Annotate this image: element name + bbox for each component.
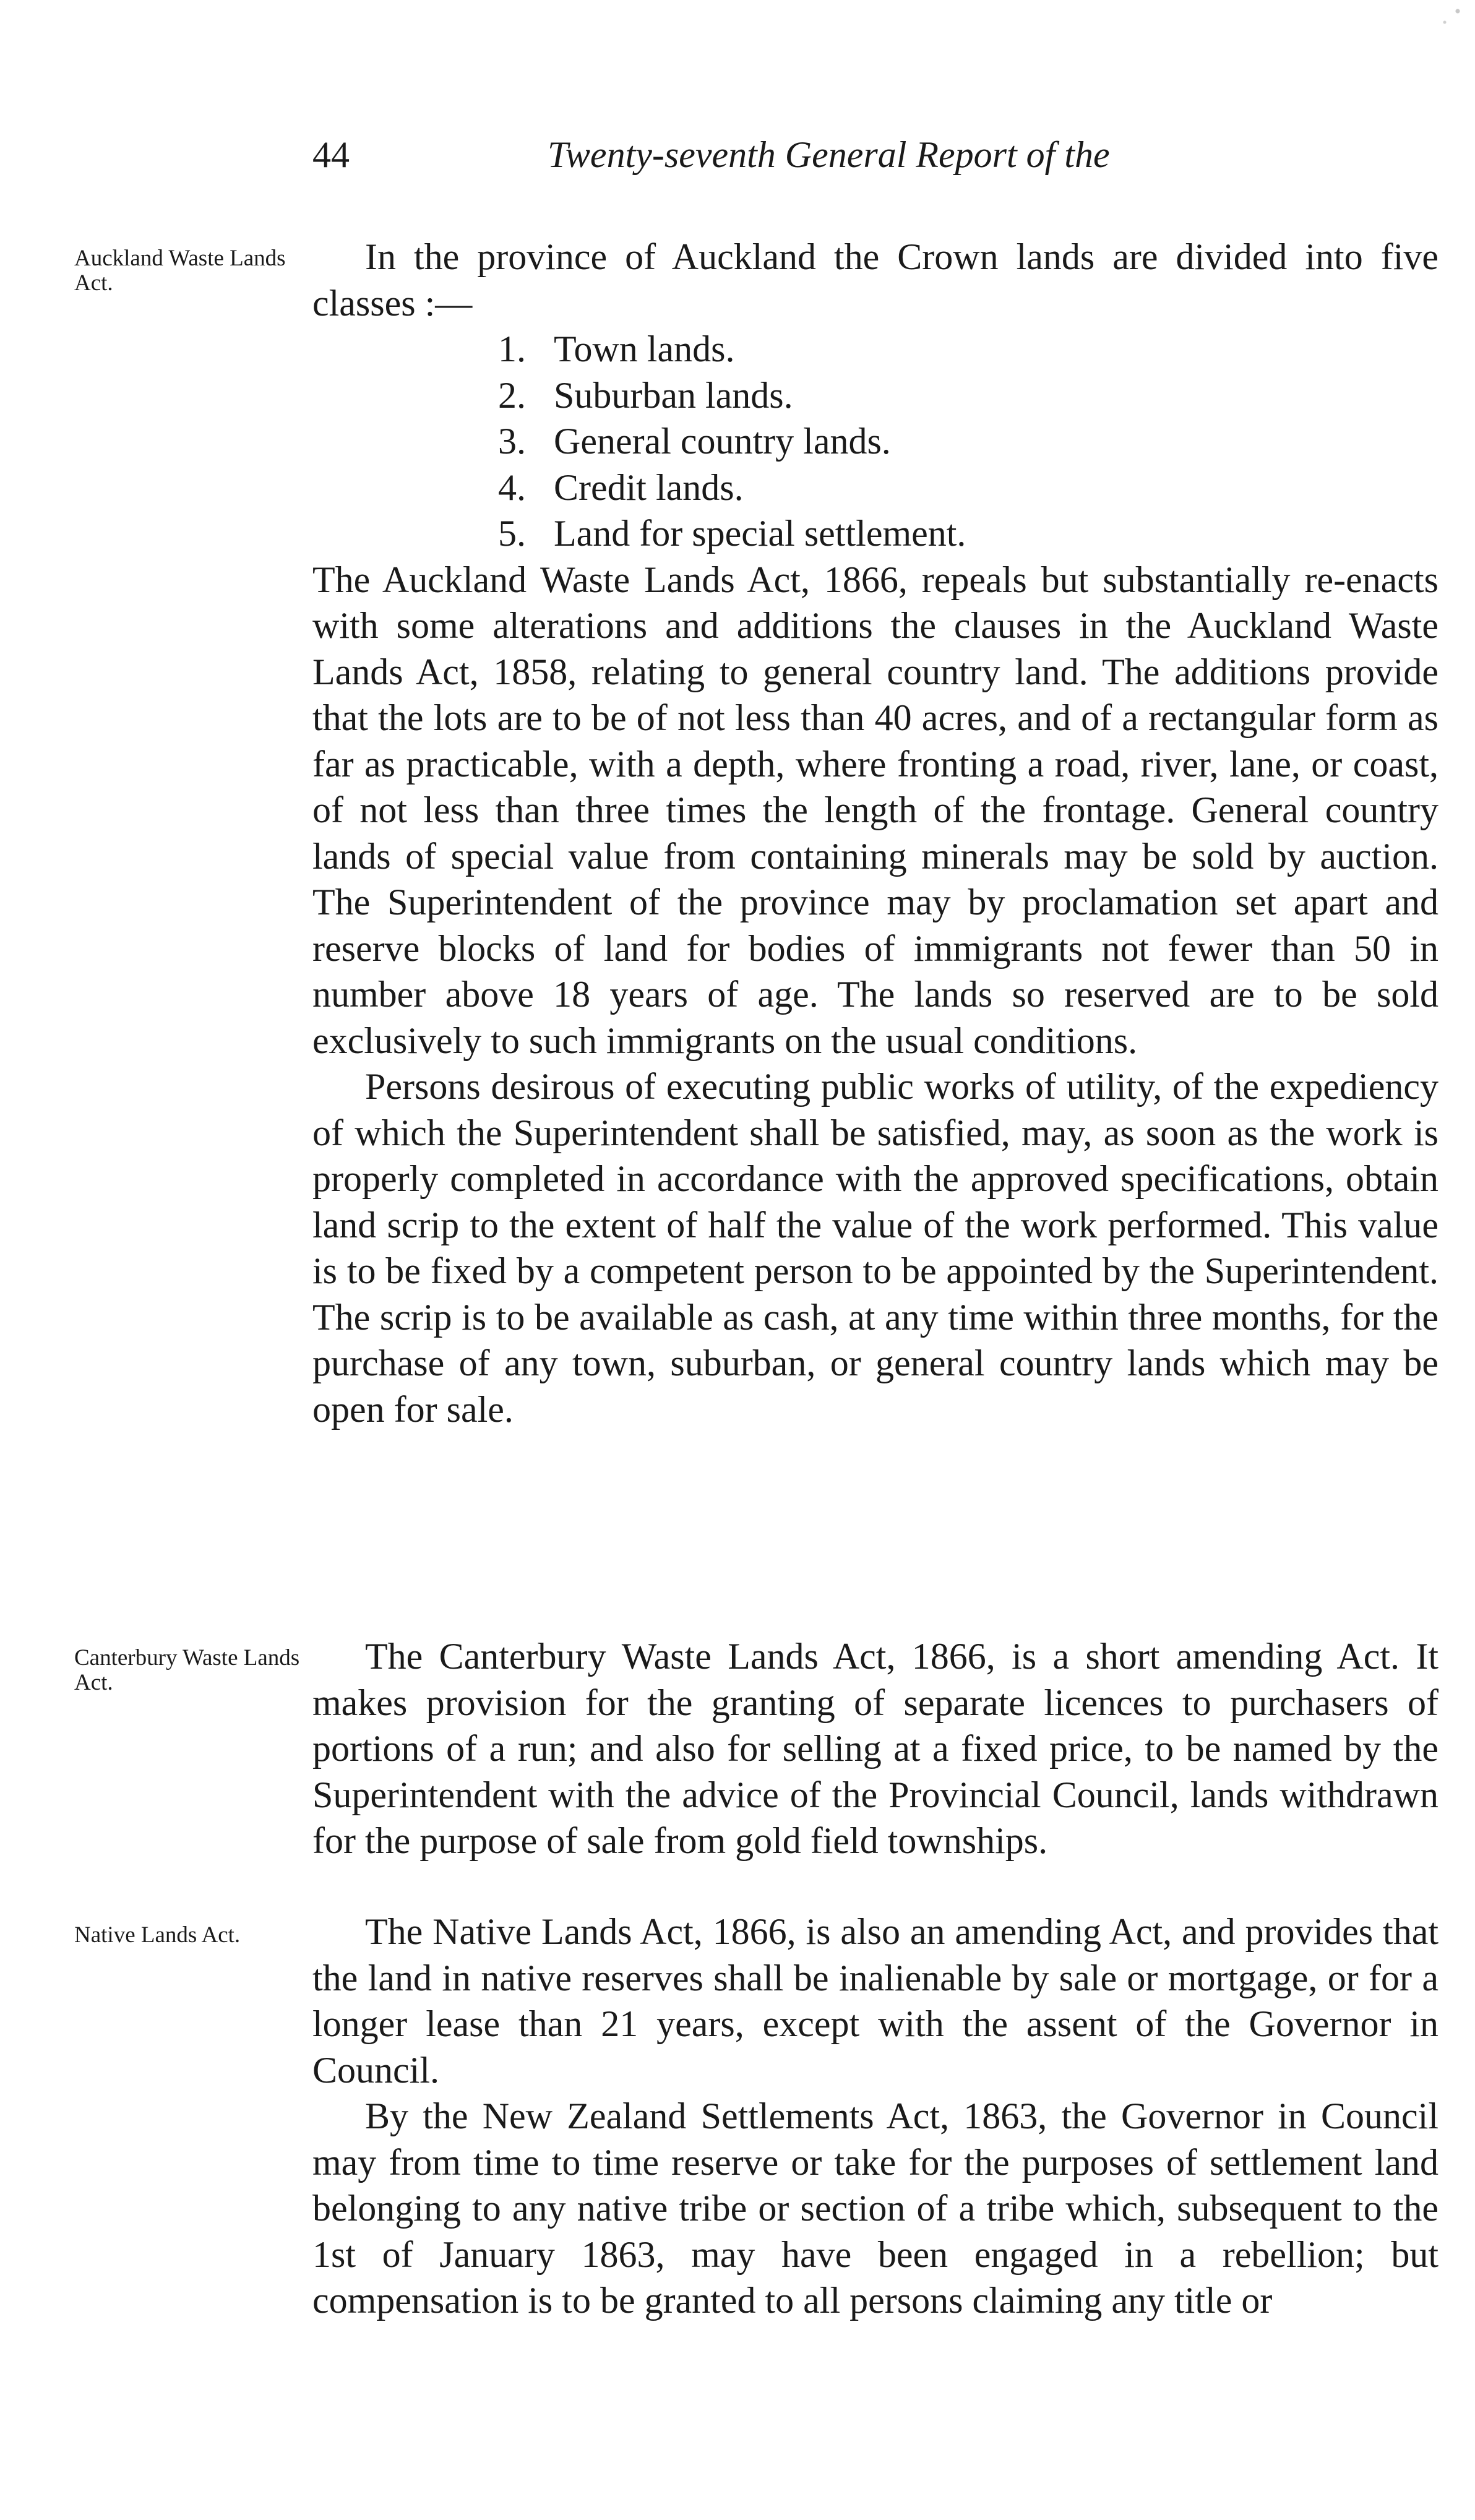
auckland-act-paragraph: The Auckland Waste Lands Act, 1866, repeals but substantially re-enacts with some alterations and additions the clauses in the Auckland Waste Lands Act, 1858, relating to general country land. The additions provide that the lots are to be of not less than 40 acres, and of a rectangular form as far as practicable, with a depth, where fronting a road, river, lane, or coast, of not less than three times the length of the frontage. General country lands of special value from containing minerals may be sold by auction. The Superintendent of the province may by proclamation set apart and reserve blocks of land for bodies of immigrants not fewer than 50 in number above 18 years of age. The lands so reserved are to be sold exclusively to such immigrants on the usual conditions.	[312, 559, 1438, 1061]
intro-paragraph: In the province of Auckland the Crown lands are divided into five classes :—	[312, 236, 1438, 324]
list-item	[498, 372, 1438, 419]
section-native-lands	[312, 1909, 1438, 2324]
land-classes-list	[312, 326, 1438, 557]
native-lands-paragraph: The Native Lands Act, 1866, is also an amending Act, and provides that the land in native reserves shall be inalienable by sale or mortgage, or for a longer lease than 21 years, except with the assent of the Governor in Council.	[312, 1911, 1438, 2091]
list-item-number: 1.	[498, 329, 526, 369]
list-item-label: Land for special settlement.	[554, 513, 966, 554]
list-item-number: 5.	[498, 513, 526, 554]
list-item-label: Suburban lands.	[554, 374, 793, 416]
page-speckle	[1432, 0, 1475, 37]
list-item-label: General country lands.	[554, 421, 891, 462]
list-item	[498, 326, 1438, 372]
list-item	[498, 510, 1438, 557]
margin-note-native-lands: Native Lands Act.	[74, 1922, 241, 1948]
list-item-number: 4.	[498, 467, 526, 508]
section-auckland	[312, 234, 1438, 1432]
list-item	[498, 465, 1438, 511]
margin-note-canterbury: Canterbury Waste Lands Act.	[74, 1645, 300, 1695]
running-title: Twenty-seventh General Report of the	[548, 134, 1110, 175]
list-item-label: Credit lands.	[554, 467, 744, 508]
list-item-label: Town lands.	[554, 329, 735, 369]
list-item	[498, 418, 1438, 465]
list-item-number: 2.	[498, 374, 526, 416]
canterbury-act-paragraph: The Canterbury Waste Lands Act, 1866, is a short amending Act. It makes provision for the granting of separate licences to purchasers of portions of a run; and also for selling at a fixed price, to be named by the Superintendent with the advice of the Provincial Council, lands withdrawn for the purpose of sale from gold field townships.	[312, 1636, 1438, 1861]
running-head	[312, 130, 1241, 179]
section-canterbury	[312, 1633, 1438, 1864]
settlements-act-paragraph: By the New Zealand Settlements Act, 1863, the Governor in Council may from time to time reserve or take for the purposes of settlement land belonging to any native tribe or section of a tribe which, subsequent to the 1st of January 1863, may have been engaged in a rebellion; but compensation is to be granted to all persons claiming any title or	[312, 2096, 1438, 2321]
list-item-number: 3.	[498, 421, 526, 462]
page-number: 44	[312, 134, 350, 175]
public-works-paragraph: Persons desirous of executing public works of utility, of the expediency of which the Superintendent shall be satisfied, may, as soon as the work is properly completed in accordance with the approved specifications, obtain land scrip to the extent of half the value of the work performed. This value is to be fixed by a competent person to be appointed by the Superintendent. The scrip is to be available as cash, at any time within three months, for the purchase of any town, suburban, or general country lands which may be open for sale.	[312, 1066, 1438, 1430]
margin-note-auckland: Auckland Waste Lands Act.	[74, 246, 286, 296]
